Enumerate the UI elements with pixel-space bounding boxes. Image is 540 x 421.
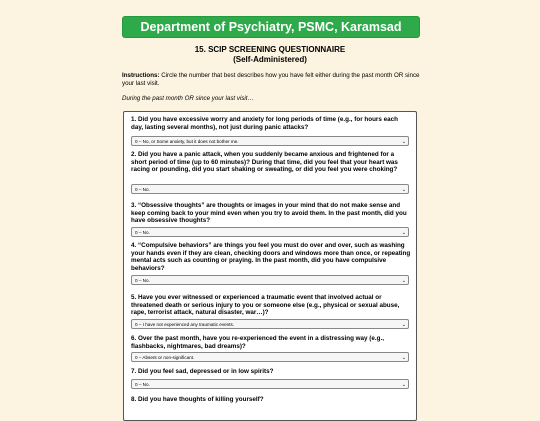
answer-select-6[interactable]	[131, 352, 409, 362]
question-6: 6. Over the past month, have you re-experienced the event in a distressing way (e.g., flashbacks, nightmares, bad dreams)?	[131, 335, 385, 350]
questionnaire-title: 15. SCIP SCREENING QUESTIONNAIRE	[194, 45, 346, 54]
answer-value-1: 0 – No, or Some anxiety, but it does not bother me.	[135, 139, 239, 144]
instructions	[122, 72, 422, 88]
answer-select-2[interactable]	[131, 184, 409, 194]
answer-value-6: 0 – Absent or non-significant.	[135, 355, 195, 360]
department-banner: Department of Psychiatry, PSMC, Karamsad	[122, 16, 420, 38]
questionnaire-heading	[0, 45, 540, 65]
answer-value-4: 0 – No.	[135, 278, 150, 283]
answer-value-7: 0 – No.	[135, 382, 150, 387]
answer-select-3[interactable]	[131, 227, 409, 237]
instructions-label: Instructions:	[122, 72, 160, 79]
question-3: 3. “Obsessive thoughts” are thoughts or images in your mind that do not make sense and keep coming back to your mind even when you try to avoid them. In the past month, did you have obsessive thoughts?	[131, 202, 407, 225]
chevron-down-icon: ⌄	[401, 278, 406, 284]
answer-select-5[interactable]	[131, 319, 409, 329]
intro-text: During the past month OR since your last visit…	[122, 95, 254, 102]
question-8: 8. Did you have thoughts of killing yourself?	[131, 396, 264, 403]
question-1: 1. Did you have excessive worry and anxiety for long periods of time (e.g., for hours each day, lasting several months), not just during panic attacks?	[131, 116, 398, 131]
instructions-text: Circle the number that best describes how you have felt either during the past month OR since your last visit.	[122, 72, 420, 87]
chevron-down-icon: ⌄	[401, 139, 406, 145]
chevron-down-icon: ⌄	[401, 322, 406, 328]
answer-value-2: 0 – No.	[135, 187, 150, 192]
chevron-down-icon: ⌄	[401, 230, 406, 236]
question-5: 5. Have you ever witnessed or experienced a traumatic event that involved actual or threatened death or serious injury to you or someone else (e.g., physical or sexual abuse, rape, terrorist attack, natural disaster, war…)?	[131, 294, 400, 317]
chevron-down-icon: ⌄	[401, 187, 406, 193]
questionnaire-subtitle: (Self-Administered)	[233, 55, 307, 64]
answer-select-1[interactable]	[131, 136, 409, 146]
question-7: 7. Did you feel sad, depressed or in low spirits?	[131, 368, 274, 375]
question-4: 4. “Compulsive behaviors” are things you feel you must do over and over, such as washing your hands even if they are clean, checking doors and windows more than once, or repeating mental acts such as counting or praying. In the past month, did you have compulsive behaviors?	[131, 242, 411, 272]
chevron-down-icon: ⌄	[401, 355, 406, 361]
answer-value-3: 0 – No.	[135, 230, 150, 235]
chevron-down-icon: ⌄	[401, 382, 406, 388]
answer-value-5: 0 – I have not experienced any traumatic events.	[135, 322, 235, 327]
answer-select-7[interactable]	[131, 379, 409, 389]
answer-select-4[interactable]	[131, 275, 409, 285]
question-2: 2. Did you have a panic attack, when you suddenly became anxious and frightened for a short period of time (up to 60 minutes)? During that time, did you feel that your heart was racing or pounding, did you start shaking or sweating, or did you feel you were choking?	[131, 151, 398, 174]
